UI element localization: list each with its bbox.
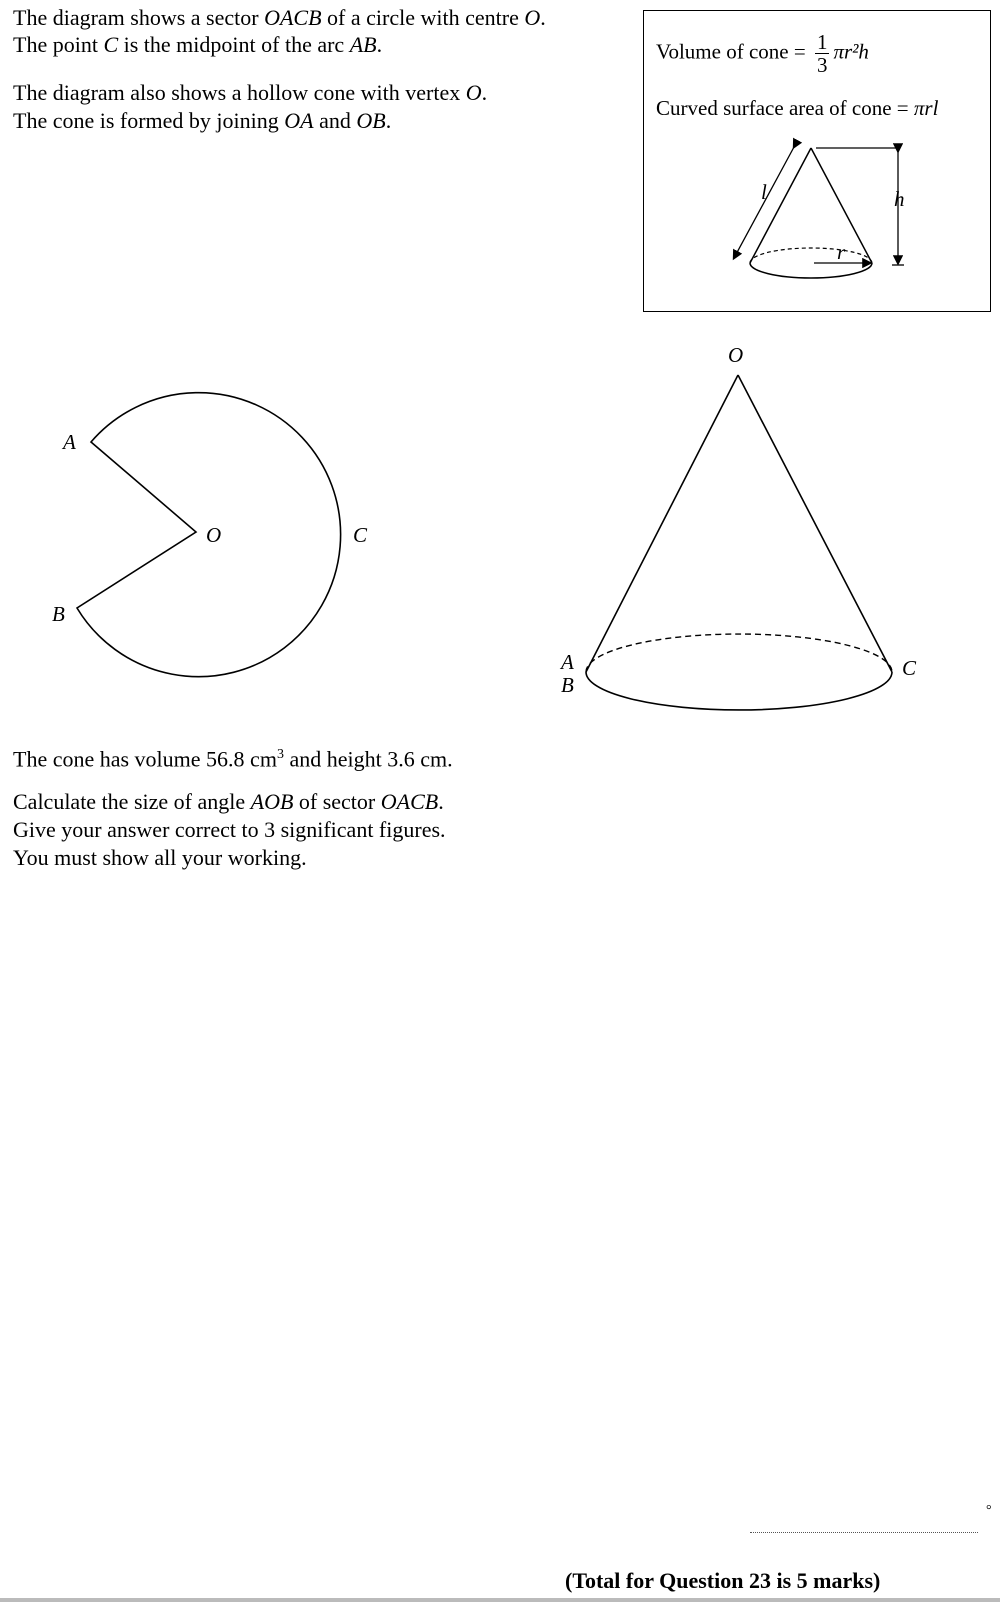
sector-label-o: O: [206, 523, 222, 547]
answer-line[interactable]: [750, 1532, 978, 1533]
question-task-2: Give your answer correct to 3 significant figures.: [13, 817, 446, 842]
sector-label-a: A: [63, 430, 76, 454]
sector-label-c: C: [353, 523, 368, 547]
question-task-1: Calculate the size of angle AOB of sector OACB.: [13, 789, 444, 814]
cone-label-c: C: [902, 656, 917, 680]
ref-label-l: l: [761, 180, 767, 204]
cone-base-back: [586, 634, 892, 672]
main-diagrams: [0, 0, 1000, 740]
one-third-fraction: $\frac{1}{3}$: [816, 30, 828, 77]
question-given: The cone has volume 56.8 $cm^3$ and height 3.6 cm.: [13, 746, 453, 772]
cone-left-edge: [586, 375, 738, 672]
bottom-divider: [0, 1598, 1000, 1602]
intro-line-2: The point C is the midpoint of the arc AB.: [13, 32, 383, 57]
cone-label-b: B: [561, 673, 574, 697]
intro-line-3: The diagram also shows a hollow cone with vertex O.: [13, 80, 488, 105]
intro-line-4: The cone is formed by joining OA and OB.: [13, 108, 392, 133]
ref-label-h: h: [894, 187, 905, 211]
total-marks: (Total for Question 23 is 5 marks): [565, 1568, 881, 1593]
area-formula: Curved surface area of cone = πrl: [656, 96, 939, 120]
volume-formula: Volume of cone = $\frac{1}{3}$ πr²h: [656, 30, 869, 77]
question-task-3: You must show all your working.: [13, 845, 307, 870]
ref-label-r: r: [837, 240, 846, 264]
cone-label-o: O: [728, 343, 744, 367]
cone-right-edge: [738, 375, 892, 672]
intro-line-1: The diagram shows a sector OACB of a circle with centre O.: [13, 5, 546, 30]
cone-label-a: A: [561, 650, 574, 674]
sector-label-b: B: [52, 602, 65, 626]
cone-base-front: [586, 672, 892, 710]
degree-symbol: °: [986, 1503, 992, 1518]
